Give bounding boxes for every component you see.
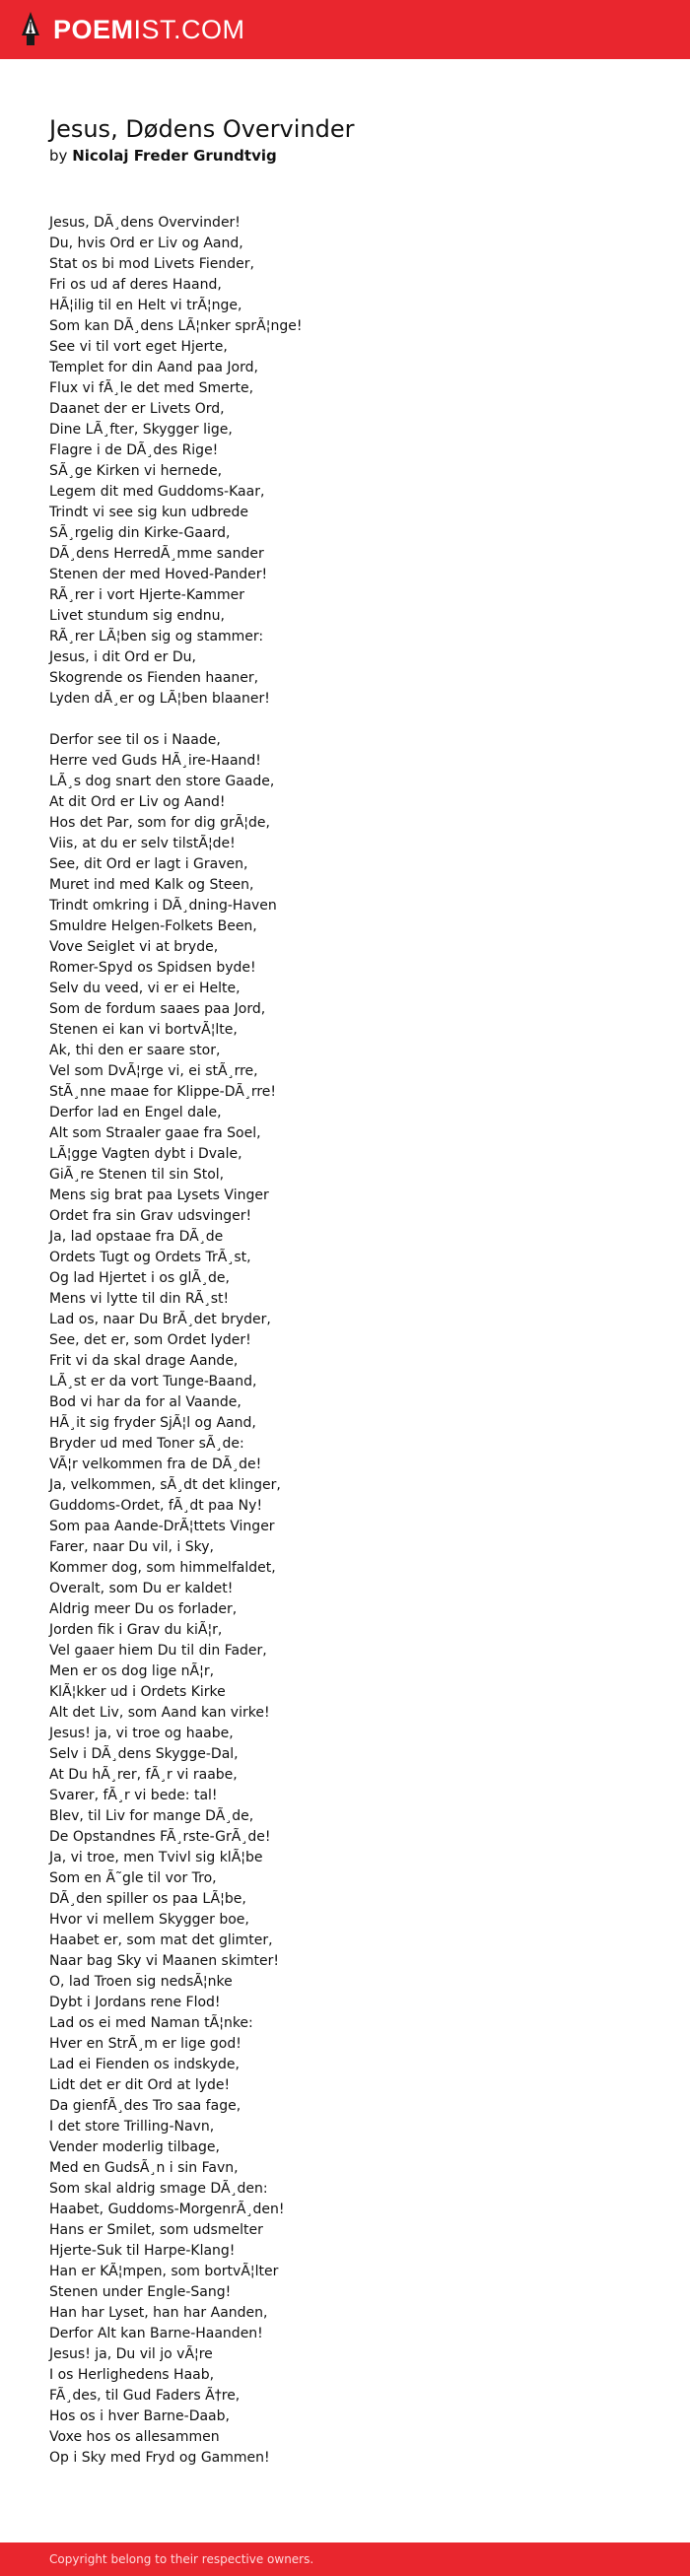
poem-line: Alt som Straaler gaae fra Soel, bbox=[49, 1125, 261, 1141]
site-footer bbox=[0, 2542, 690, 2576]
poem-line: Hjerte-Suk til Harpe-Klang! bbox=[49, 2243, 236, 2259]
poem-line: Blev, til Liv for mange DÃ¸de, bbox=[49, 1808, 254, 1824]
poem-title: Jesus, Dødens Overvinder bbox=[49, 115, 355, 143]
author-link[interactable]: Nicolaj Freder Grundtvig bbox=[72, 147, 277, 165]
poem-line: Hvor vi mellem Skygger boe, bbox=[49, 1912, 249, 1928]
poem-line: Overalt, som Du er kaldet! bbox=[49, 1581, 234, 1596]
poem-line: Flagre i de DÃ¸des Rige! bbox=[49, 442, 219, 458]
poem-line: See, dit Ord er lagt i Graven, bbox=[49, 856, 248, 872]
poem-line: Derfor see til os i Naade, bbox=[49, 732, 221, 748]
poem-line: SÃ¸rgelig din Kirke-Gaard, bbox=[49, 525, 231, 541]
poem-line: DÃ¸dens HerredÃ¸mme sander bbox=[49, 546, 264, 562]
poem-line: Lad ei Fienden os indskyde, bbox=[49, 2057, 240, 2072]
poem-line: SÃ¸ge Kirken vi hernede, bbox=[49, 463, 223, 479]
poem-stanza bbox=[49, 730, 641, 2469]
poem-line: VÃ¦r velkommen fra de DÃ¸de! bbox=[49, 1457, 262, 1472]
poem-line: HÃ¦ilig til en Helt vi trÃ¦nge, bbox=[49, 298, 242, 313]
poem-line: I os Herlighedens Haab, bbox=[49, 2367, 215, 2383]
poem-line: See, det er, som Ordet lyder! bbox=[49, 1332, 251, 1348]
poem-line: Livet stundum sig endnu, bbox=[49, 608, 225, 624]
poem-line: LÃ¸st er da vort Tunge-Baand, bbox=[49, 1374, 257, 1390]
poem-line: Kommer dog, som himmelfaldet, bbox=[49, 1560, 276, 1576]
poem-line: Herre ved Guds HÃ¸ire-Haand! bbox=[49, 753, 261, 769]
site-logo-link[interactable] bbox=[18, 10, 245, 49]
poem-line: RÃ¸rer LÃ¦ben sig og stammer: bbox=[49, 629, 264, 644]
poem-line: Jesus! ja, vi troe og haabe, bbox=[49, 1726, 234, 1741]
poem-byline bbox=[49, 146, 277, 166]
fountain-pen-nib-icon bbox=[18, 10, 43, 49]
poem-line: Som paa Aande-DrÃ¦ttets Vinger bbox=[49, 1519, 275, 1534]
poem-line: HÃ¸it sig fryder SjÃ¦l og Aand, bbox=[49, 1415, 256, 1431]
poem-line: Trindt omkring i DÃ¸dning-Haven bbox=[49, 898, 277, 914]
poem-line: Stenen der med Hoved-Pander! bbox=[49, 567, 268, 582]
byline-prefix: by bbox=[49, 147, 68, 165]
poem-line: Bod vi har da for al Vaande, bbox=[49, 1394, 242, 1410]
poem-line: RÃ¸rer i vort Hjerte-Kammer bbox=[49, 587, 244, 603]
poem-line: Smuldre Helgen-Folkets Been, bbox=[49, 918, 257, 934]
poem-line: Skogrende os Fienden haaner, bbox=[49, 670, 259, 686]
poem-line: Mens sig brat paa Lysets Vinger bbox=[49, 1187, 269, 1203]
logo-text-bold: POEM bbox=[53, 15, 134, 44]
poem-line: Guddoms-Ordet, fÃ¸dt paa Ny! bbox=[49, 1498, 263, 1514]
poem-line: Med en GudsÃ¸n i sin Favn, bbox=[49, 2160, 239, 2176]
poem-line: StÃ¸nne maae for Klippe-DÃ¸rre! bbox=[49, 1084, 277, 1100]
poem-line: Ja, lad opstaae fra DÃ¸de bbox=[49, 1229, 224, 1245]
poem-line: Mens vi lytte til din RÃ¸st! bbox=[49, 1291, 230, 1307]
poem-line: Som de fordum saaes paa Jord, bbox=[49, 1001, 266, 1017]
poem-line: Naar bag Sky vi Maanen skimter! bbox=[49, 1953, 279, 1969]
poem-line: See vi til vort eget Hjerte, bbox=[49, 339, 228, 355]
poem-line: At Du hÃ¸rer, fÃ¸r vi raabe, bbox=[49, 1767, 238, 1783]
poem-line: At dit Ord er Liv og Aand! bbox=[49, 794, 226, 810]
poem-line: Jesus, DÃ¸dens Overvinder! bbox=[49, 215, 241, 231]
poem-line: Hver en StrÃ¸m er lige god! bbox=[49, 2036, 242, 2052]
poem-line: Frit vi da skal drage Aande, bbox=[49, 1353, 239, 1369]
poem-line: Legem dit med Guddoms-Kaar, bbox=[49, 484, 265, 500]
poem-line: O, lad Troen sig nedsÃ¦nke bbox=[49, 1974, 233, 1990]
poem-line: Selv du veed, vi er ei Helte, bbox=[49, 981, 241, 996]
site-logo-text bbox=[53, 10, 245, 49]
poem-line: Hos os i hver Barne-Daab, bbox=[49, 2408, 230, 2424]
poem-line: Stenen ei kan vi bortvÃ¦lte, bbox=[49, 1022, 238, 1038]
poem-line: Stenen under Engle-Sang! bbox=[49, 2284, 232, 2300]
poem-line: Han har Lyset, han har Aanden, bbox=[49, 2305, 268, 2321]
poem-line: Aldrig meer Du os forlader, bbox=[49, 1601, 238, 1617]
poem-line: LÃ¦gge Vagten dybt i Dvale, bbox=[49, 1146, 242, 1162]
poem-line: Selv i DÃ¸dens Skygge-Dal, bbox=[49, 1746, 239, 1762]
poem-line: Derfor Alt kan Barne-Haanden! bbox=[49, 2326, 263, 2341]
poem-line: Vender moderlig tilbage, bbox=[49, 2139, 220, 2155]
poem-line: I det store Trilling-Navn, bbox=[49, 2119, 215, 2135]
poem-line: Han er KÃ¦mpen, som bortvÃ¦lter bbox=[49, 2264, 279, 2279]
poem-line: Jorden fik i Grav du kiÃ¦r, bbox=[49, 1622, 223, 1638]
poem-line: Trindt vi see sig kun udbrede bbox=[49, 505, 249, 520]
poem-line: Men er os dog lige nÃ¦r, bbox=[49, 1663, 215, 1679]
poem-line: Daanet der er Livets Ord, bbox=[49, 401, 225, 417]
poem-line: Flux vi fÃ¸le det med Smerte, bbox=[49, 380, 254, 396]
poem-line: Jesus, i dit Ord er Du, bbox=[49, 649, 196, 665]
poem-line: Hans er Smilet, som udsmelter bbox=[49, 2222, 263, 2238]
poem-line: Romer-Spyd os Spidsen byde! bbox=[49, 960, 256, 976]
poem-line: Ordet fra sin Grav udsvinger! bbox=[49, 1208, 252, 1224]
poem-line: Dine LÃ¸fter, Skygger lige, bbox=[49, 422, 233, 438]
poem-line: Som kan DÃ¸dens LÃ¦nker sprÃ¦nge! bbox=[49, 318, 303, 334]
poem-line: LÃ¸s dog snart den store Gaade, bbox=[49, 774, 275, 789]
poem-line: Haabet, Guddoms-MorgenrÃ¸den! bbox=[49, 2202, 285, 2217]
poem-line: Dybt i Jordans rene Flod! bbox=[49, 1995, 221, 2010]
poem-line: Lad os ei med Naman tÃ¦nke: bbox=[49, 2015, 253, 2031]
poem-line: Bryder ud med Toner sÃ¸de: bbox=[49, 1436, 244, 1452]
poem-line: Muret ind med Kalk og Steen, bbox=[49, 877, 254, 893]
poem-line: Ak, thi den er saare stor, bbox=[49, 1043, 221, 1058]
poem-line: FÃ¸des, til Gud Faders Ã†re, bbox=[49, 2388, 241, 2404]
poem-line: Lyden dÃ¸er og LÃ¦ben blaaner! bbox=[49, 691, 270, 707]
poem-line: Som skal aldrig smage DÃ¸den: bbox=[49, 2181, 268, 2197]
poem-line: Vel som DvÃ¦rge vi, ei stÃ¸rre, bbox=[49, 1063, 258, 1079]
site-header bbox=[0, 0, 690, 59]
poem-line: Alt det Liv, som Aand kan virke! bbox=[49, 1705, 270, 1721]
poem-line: Jesus! ja, Du vil jo vÃ¦re bbox=[49, 2346, 213, 2362]
poem-line: Vove Seiglet vi at bryde, bbox=[49, 939, 219, 955]
poem-line: Vel gaaer hiem Du til din Fader, bbox=[49, 1643, 267, 1659]
poem-line: Op i Sky med Fryd og Gammen! bbox=[49, 2450, 270, 2466]
poem-line: Og lad Hjertet i os glÃ¸de, bbox=[49, 1270, 230, 1286]
poem-line: Lad os, naar Du BrÃ¸det bryder, bbox=[49, 1312, 271, 1327]
poem-line: Ja, vi troe, men Tvivl sig klÃ¦be bbox=[49, 1850, 263, 1865]
poem-line: KlÃ¦kker ud i Ordets Kirke bbox=[49, 1684, 226, 1700]
poem-line: DÃ¸den spiller os paa LÃ¦be, bbox=[49, 1891, 246, 1907]
poem-line: Svarer, fÃ¸r vi bede: tal! bbox=[49, 1788, 218, 1803]
poem-line: Som en Ã˜gle til vor Tro, bbox=[49, 1870, 217, 1886]
poem-line: Du, hvis Ord er Liv og Aand, bbox=[49, 236, 243, 251]
poem-line: De Opstandnes FÃ¸rste-GrÃ¸de! bbox=[49, 1829, 271, 1845]
poem-line: Stat os bi mod Livets Fiender, bbox=[49, 256, 254, 272]
poem-line: Voxe hos os allesammen bbox=[49, 2429, 220, 2445]
poem-line: Ja, velkommen, sÃ¸dt det klinger, bbox=[49, 1477, 281, 1493]
poem-line: Hos det Par, som for dig grÃ¦de, bbox=[49, 815, 270, 831]
poem-line: Fri os ud af deres Haand, bbox=[49, 277, 222, 293]
poem-line: Haabet er, som mat det glimter, bbox=[49, 1932, 273, 1948]
poem-line: Viis, at du er selv tilstÃ¦de! bbox=[49, 836, 236, 851]
poem-stanza bbox=[49, 213, 641, 710]
poem-line: GiÃ¸re Stenen til sin Stol, bbox=[49, 1167, 225, 1183]
poem-line: Templet for din Aand paa Jord, bbox=[49, 360, 258, 375]
poem-line: Ordets Tugt og Ordets TrÃ¸st, bbox=[49, 1250, 251, 1265]
poem-line: Derfor lad en Engel dale, bbox=[49, 1105, 222, 1120]
poem-line: Da gienfÃ¸des Tro saa fage, bbox=[49, 2098, 242, 2114]
poem-line: Farer, naar Du vil, i Sky, bbox=[49, 1539, 214, 1555]
copyright-text: Copyright belong to their respective owners. bbox=[49, 2552, 314, 2566]
logo-text-light: IST.COM bbox=[133, 15, 245, 44]
poem-body bbox=[49, 213, 641, 2489]
poem-line: Lidt det er dit Ord at lyde! bbox=[49, 2077, 231, 2093]
